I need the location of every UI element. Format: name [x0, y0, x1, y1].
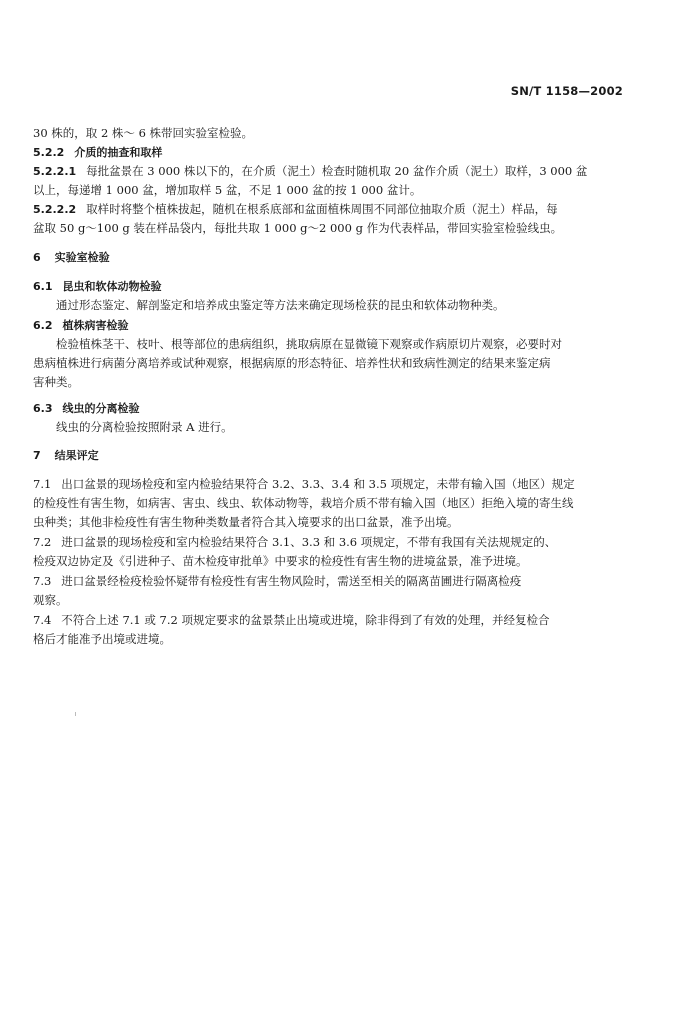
text-line: 检疫双边协定及《引进种子、苗木检疫审批单》中要求的检疫性有害生物的进境盆景，准予进境。: [33, 554, 528, 568]
text-line: 患病植株进行病菌分离培养或试种观察，根据病原的形态特征、培养性状和致病性测定的结果来鉴定病: [33, 356, 551, 370]
clause-number: 7.4: [33, 613, 52, 627]
section-number: 6: [33, 251, 41, 264]
text-line: 以上，每递增 1 000 盆，增加取样 5 盆，不足 1 000 盆的按 1 000 盆计。: [33, 183, 422, 197]
scan-speck: [75, 712, 76, 716]
section-number: 5.2.2: [33, 146, 65, 159]
paragraph-7-3: [33, 574, 521, 588]
paragraph-5-2-2-2: [33, 202, 558, 217]
text-line: 虫种类；其他非检疫性有害生物种类数量者符合其入境要求的出口盆景，准予出境。: [33, 515, 459, 529]
section-heading-7: [33, 448, 99, 463]
text-line: 进口盆景的现场检疫和室内检验结果符合 3.1、3.3 和 3.6 项规定，不带有我国有关法规规定的、: [61, 535, 557, 549]
text-line: 出口盆景的现场检疫和室内检验结果符合 3.2、3.3、3.4 和 3.5 项规定，未带有输入国（地区）规定: [61, 477, 575, 491]
text-line: 不符合上述 7.1 或 7.2 项规定要求的盆景禁止出境或进境，除非得到了有效的处理，并经复检合: [61, 613, 550, 627]
section-number: 6.1: [33, 280, 53, 293]
section-heading-6-3: [33, 401, 140, 416]
text-line: 的检疫性有害生物，如病害、害虫、线虫、软体动物等，栽培介质不带有输入国（地区）拒绝入境的寄生线: [33, 496, 574, 510]
section-title: 线虫的分离检验: [62, 402, 140, 415]
paragraph-7-4: [33, 613, 550, 627]
text-line: 取样时将整个植株拔起，随机在根系底部和盆面植株周围不同部位抽取介质（泥土）样品，每: [86, 202, 558, 216]
paragraph-7-2: [33, 535, 556, 549]
section-number: 6.2: [33, 319, 53, 332]
text-line: 观察。: [33, 593, 68, 607]
text-line: 盆取 50 g～100 g 装在样品袋内，每批共取 1 000 g～2 000 g 作为代表样品，带回实验室检验线虫。: [33, 221, 563, 235]
clause-number: 7.1: [33, 477, 52, 491]
text-line: 检验植株茎干、枝叶、根等部位的患病组织，挑取病原在显微镜下观察或作病原切片观察，必要时对: [56, 337, 562, 351]
section-title: 介质的抽查和取样: [74, 146, 163, 159]
section-number: 6.3: [33, 402, 53, 415]
section-number: 7: [33, 449, 41, 462]
section-heading-6-2: [33, 318, 129, 333]
paragraph-5-2-2-1: [33, 164, 587, 179]
standard-code: SN/T 1158—2002: [510, 84, 623, 98]
text-line: 每批盆景在 3 000 株以下的，在介质（泥土）检查时随机取 20 盆作介质（泥土）取样，3 000 盆: [86, 164, 588, 178]
section-title: 昆虫和软体动物检验: [62, 280, 162, 293]
section-heading-6: [33, 250, 110, 265]
clause-number: 7.3: [33, 574, 52, 588]
text-line: 通过形态鉴定、解剖鉴定和培养成虫鉴定等方法来确定现场检获的昆虫和软体动物种类。: [56, 298, 505, 312]
clause-number: 7.2: [33, 535, 52, 549]
text-line: 格后才能准予出境或进境。: [33, 632, 171, 646]
text-line: 30 株的，取 2 株～ 6 株带回实验室检验。: [33, 126, 254, 140]
clause-number: 5.2.2.2: [33, 203, 77, 216]
clause-number: 5.2.2.1: [33, 165, 77, 178]
section-title: 结果评定: [54, 449, 99, 462]
text-line: 线虫的分离检验按照附录 A 进行。: [56, 420, 233, 434]
section-heading-5-2-2: [33, 145, 162, 160]
section-title: 植株病害检验: [62, 319, 129, 332]
section-heading-6-1: [33, 279, 162, 294]
text-line: 进口盆景经检疫检验怀疑带有检疫性有害生物风险时，需送至相关的隔离苗圃进行隔离检疫: [61, 574, 522, 588]
section-title: 实验室检验: [54, 251, 110, 264]
paragraph-7-1: [33, 477, 575, 491]
text-line: 害种类。: [33, 375, 79, 389]
